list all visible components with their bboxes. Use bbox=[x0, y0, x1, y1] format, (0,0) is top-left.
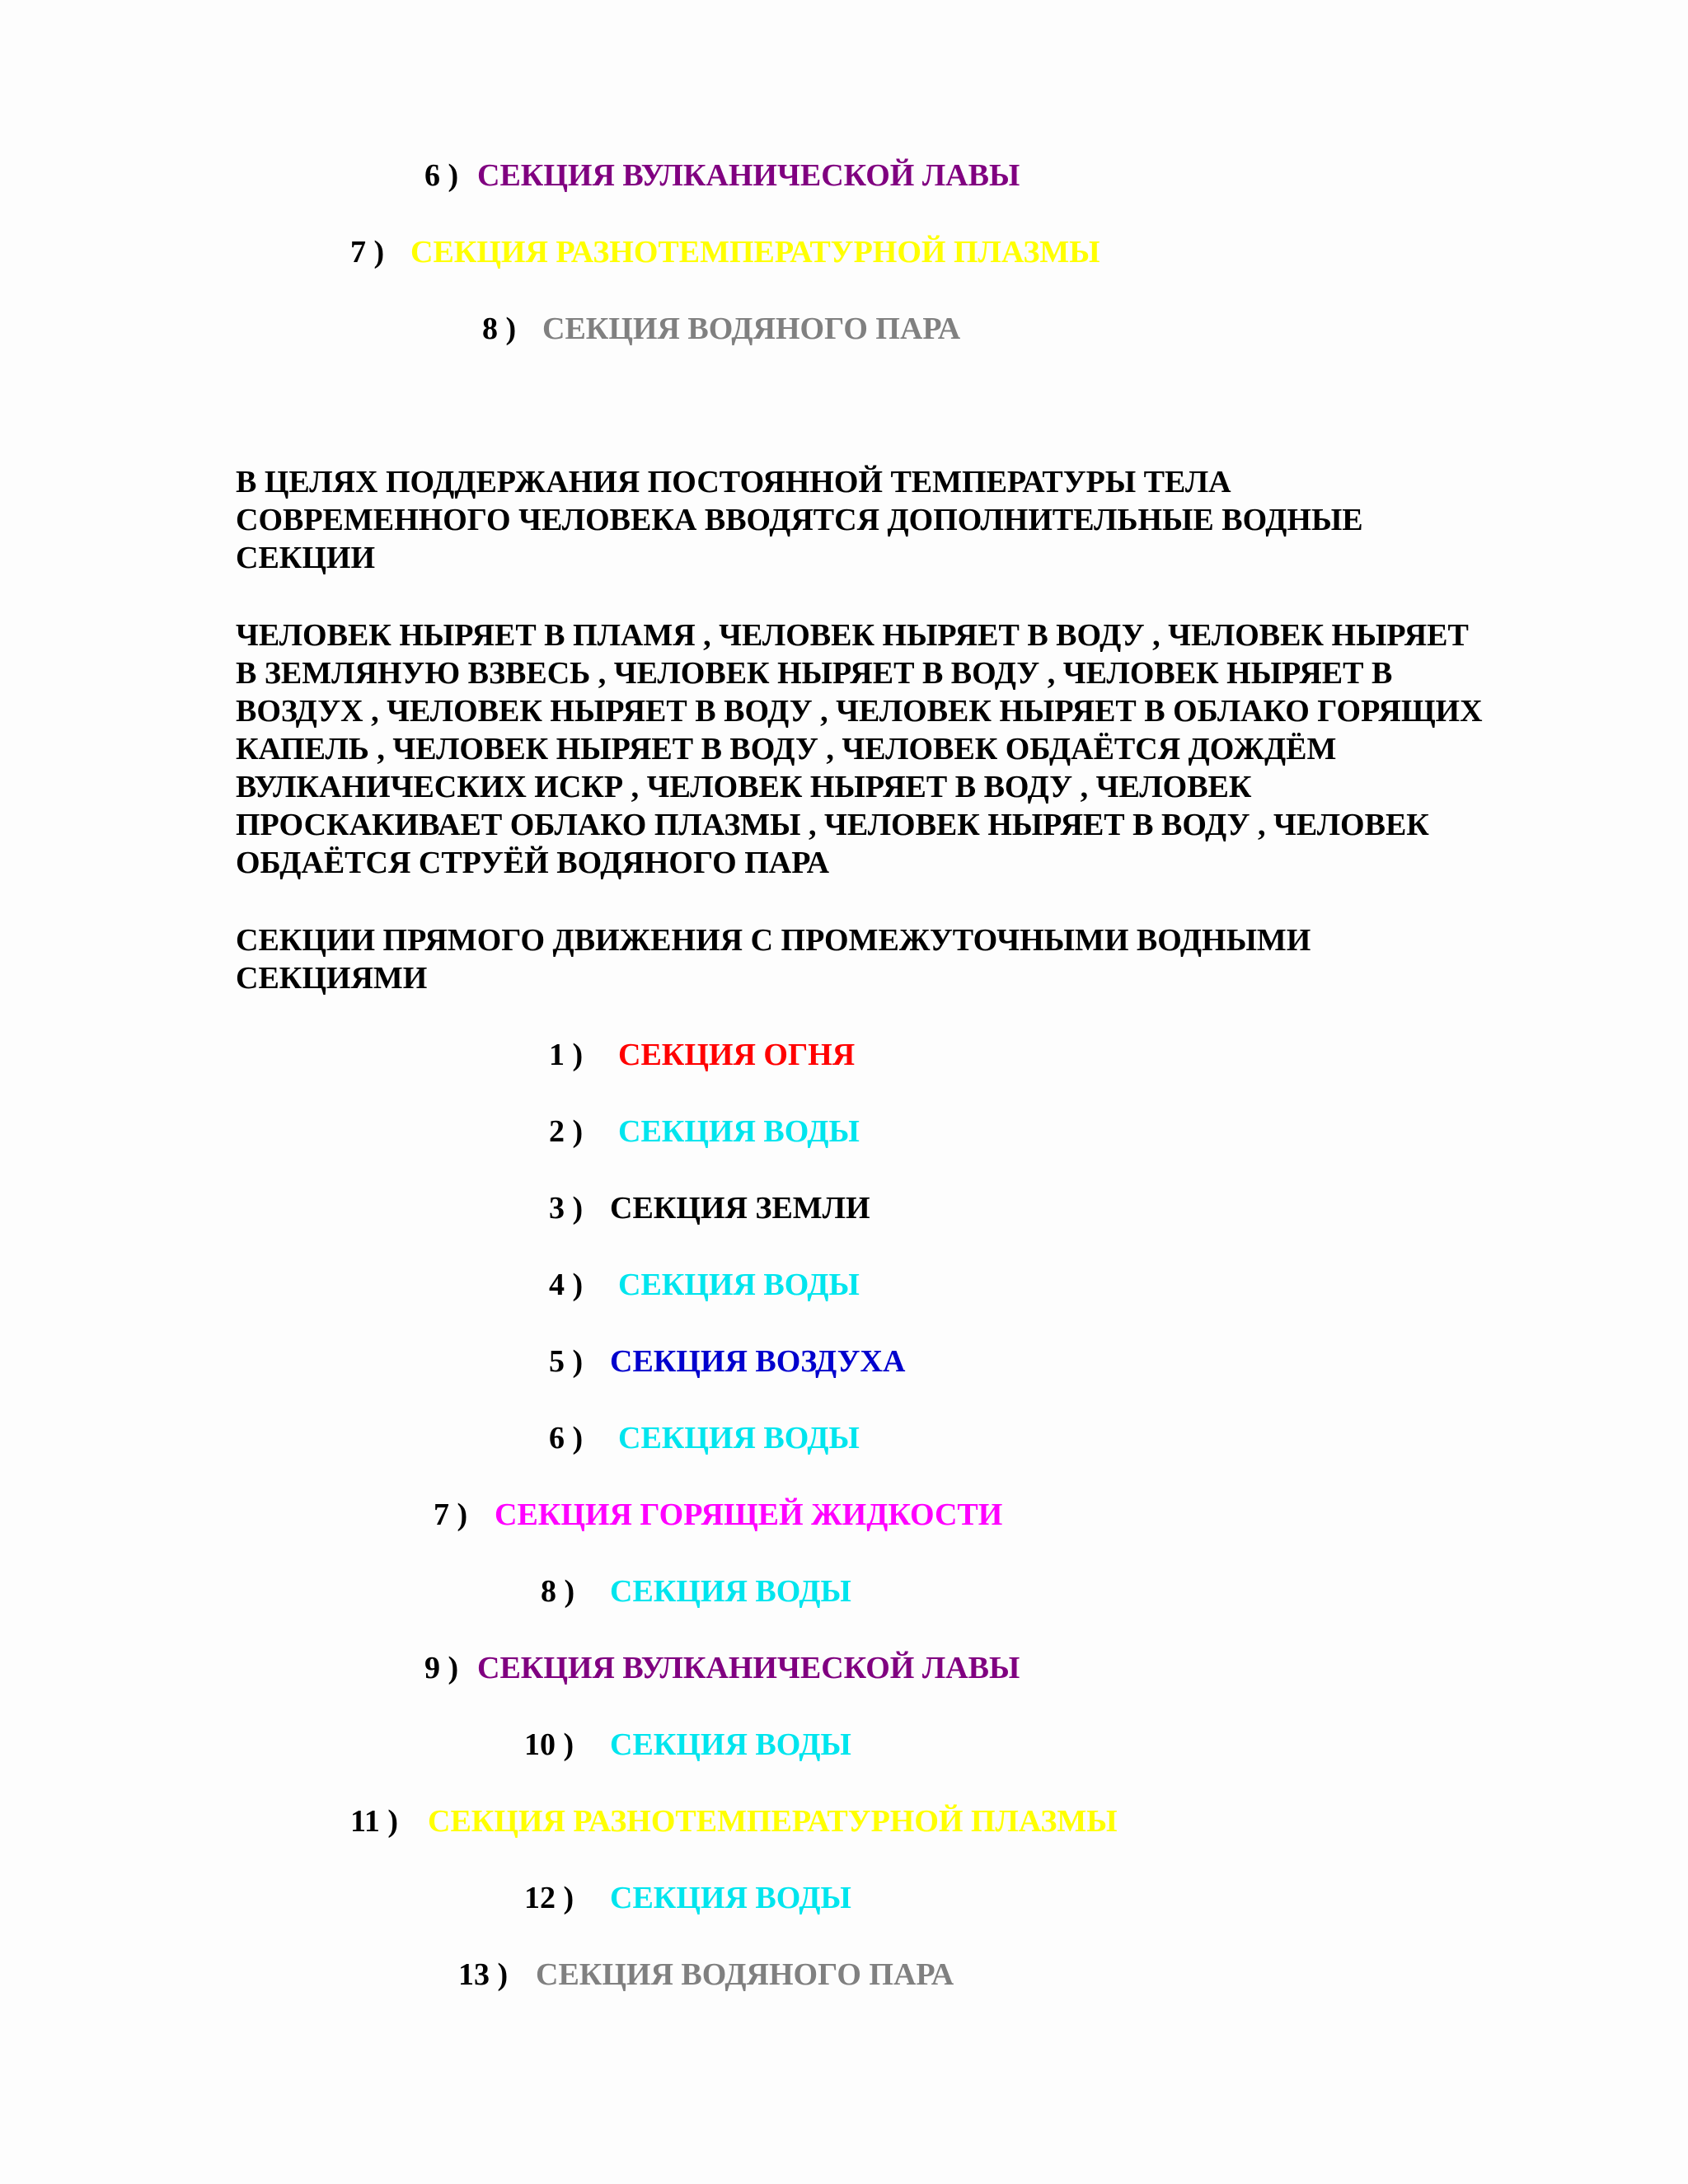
list-item bbox=[549, 1036, 855, 1074]
item-number: 5 ) bbox=[549, 1344, 584, 1379]
item-number: 7 ) bbox=[434, 1497, 468, 1532]
section-label: СЕКЦИЯ ВОДЯНОГО ПАРА bbox=[542, 312, 961, 346]
section-label: СЕКЦИЯ РАЗНОТЕМПЕРАТУРНОЙ ПЛАЗМЫ bbox=[410, 235, 1100, 269]
item-number: 6 ) bbox=[549, 1421, 584, 1455]
item-number: 6 ) bbox=[424, 158, 459, 193]
section-label: СЕКЦИЯ ВОДЫ bbox=[618, 1114, 860, 1149]
list-item bbox=[549, 1113, 860, 1151]
item-number: 11 ) bbox=[350, 1804, 399, 1839]
section-label: СЕКЦИЯ ВУЛКАНИЧЕСКОЙ ЛАВЫ bbox=[477, 1651, 1020, 1685]
paragraph-heading: СЕКЦИИ ПРЯМОГО ДВИЖЕНИЯ С ПРОМЕЖУТОЧНЫМИ ВОДНЫМИ СЕКЦИЯМИ bbox=[236, 923, 1311, 996]
list-item bbox=[482, 310, 960, 348]
paragraph-sequence: ЧЕЛОВЕК НЫРЯЕТ В ПЛАМЯ , ЧЕЛОВЕК НЫРЯЕТ В ВОДУ , ЧЕЛОВЕК НЫРЯЕТ В ЗЕМЛЯНУЮ ВЗВЕСЬ , ЧЕЛОВЕК НЫРЯЕТ В ВОДУ , ЧЕЛОВЕК НЫРЯЕТ В ВОЗДУХ , ЧЕЛОВЕК НЫРЯЕТ В ВОДУ , ЧЕЛОВЕК НЫРЯЕТ В ОБЛАКО ГОРЯЩИХ КАПЕЛЬ , ЧЕЛОВЕК НЫРЯЕТ В ВОДУ , ЧЕЛОВЕК ОБДАЁТСЯ ДОЖДЁМ ВУЛКАНИЧЕСКИХ ИСКР , ЧЕЛОВЕК НЫРЯЕТ В ВОДУ , ЧЕЛОВЕК ПРОСКАКИВАЕТ ОБЛАКО ПЛАЗМЫ , ЧЕЛОВЕК НЫРЯЕТ В ВОДУ , ЧЕЛОВЕК ОБДАЁТСЯ СТРУЁЙ ВОДЯНОГО ПАРА bbox=[236, 618, 1483, 880]
section-label: СЕКЦИЯ ВОДЫ bbox=[610, 1881, 851, 1915]
list-item bbox=[350, 233, 1100, 271]
item-number: 1 ) bbox=[549, 1038, 584, 1072]
item-number: 8 ) bbox=[541, 1574, 575, 1609]
section-label: СЕКЦИЯ ЗЕМЛИ bbox=[610, 1191, 870, 1226]
list-item bbox=[424, 1649, 1020, 1687]
list-item bbox=[549, 1419, 860, 1457]
item-number: 7 ) bbox=[350, 235, 385, 269]
section-label: СЕКЦИЯ ГОРЯЩЕЙ ЖИДКОСТИ bbox=[495, 1497, 1003, 1532]
list-item bbox=[549, 1343, 905, 1380]
item-number: 13 ) bbox=[458, 1957, 509, 1992]
list-item bbox=[549, 1189, 870, 1227]
list-item bbox=[541, 1572, 851, 1610]
item-number: 4 ) bbox=[549, 1268, 584, 1302]
item-number: 9 ) bbox=[424, 1651, 459, 1685]
list-item bbox=[524, 1726, 851, 1764]
section-label: СЕКЦИЯ ВОДЫ bbox=[618, 1268, 860, 1302]
list-item bbox=[424, 157, 1020, 194]
list-item bbox=[458, 1956, 954, 1994]
section-label: СЕКЦИЯ ВОДЯНОГО ПАРА bbox=[536, 1957, 954, 1992]
list-item bbox=[549, 1266, 860, 1304]
section-label: СЕКЦИЯ РАЗНОТЕМПЕРАТУРНОЙ ПЛАЗМЫ bbox=[428, 1804, 1118, 1839]
list-item bbox=[434, 1496, 1002, 1534]
item-number: 2 ) bbox=[549, 1114, 584, 1149]
item-number: 8 ) bbox=[482, 312, 517, 346]
section-label: СЕКЦИЯ ВОДЫ bbox=[610, 1574, 851, 1609]
item-number: 3 ) bbox=[549, 1191, 584, 1226]
section-label: СЕКЦИЯ ВОДЫ bbox=[618, 1421, 860, 1455]
paragraph-intro: В ЦЕЛЯХ ПОДДЕРЖАНИЯ ПОСТОЯННОЙ ТЕМПЕРАТУРЫ ТЕЛА СОВРЕМЕННОГО ЧЕЛОВЕКА ВВОДЯТСЯ ДОПОЛНИТЕЛЬНЫЕ ВОДНЫЕ СЕКЦИИ bbox=[236, 465, 1363, 575]
section-label: СЕКЦИЯ ВОДЫ bbox=[610, 1727, 851, 1762]
item-number: 12 ) bbox=[524, 1881, 574, 1915]
section-label: СЕКЦИЯ ВУЛКАНИЧЕСКОЙ ЛАВЫ bbox=[477, 158, 1020, 193]
item-number: 10 ) bbox=[524, 1727, 574, 1762]
list-item bbox=[524, 1879, 851, 1917]
section-label: СЕКЦИЯ ВОЗДУХА bbox=[610, 1344, 906, 1379]
list-item bbox=[350, 1802, 1118, 1840]
section-label: СЕКЦИЯ ОГНЯ bbox=[618, 1038, 856, 1072]
